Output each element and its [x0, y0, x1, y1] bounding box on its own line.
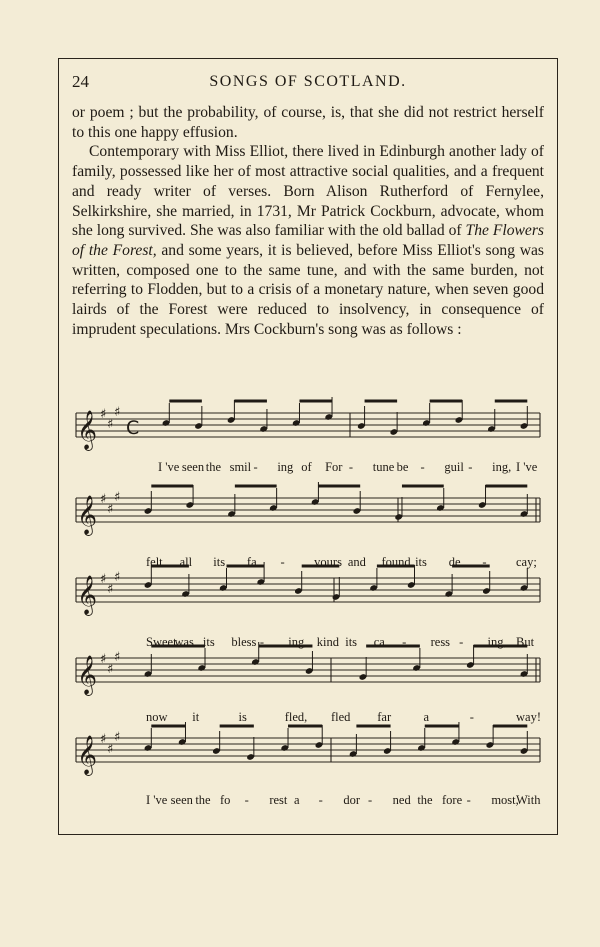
sharp-sign: ♯ [114, 490, 121, 505]
lyric-syllable: - [468, 460, 473, 474]
sharp-sign: ♯ [107, 582, 114, 597]
lyric-syllable: the [205, 460, 222, 474]
lyric-syllable: its [213, 555, 226, 569]
system-5 [76, 722, 541, 807]
lyric-syllable: way! [516, 710, 541, 724]
lyric-syllable: For [325, 460, 343, 474]
lyric-syllable: its [345, 635, 358, 649]
lyric-syllable: - [280, 555, 285, 569]
lyric-syllable: is [238, 710, 247, 724]
lyric-syllable: be [396, 460, 409, 474]
lyric-syllable: - [459, 635, 464, 649]
lyric-syllable: a [294, 793, 300, 807]
treble-clef: 𝄞 [77, 575, 98, 615]
lyric-syllable: - [466, 793, 471, 807]
paragraph-2-text-b: and some years, it is believed, before Miss Elliot's song was written, composed one to the same tune, and with the same burden, not referring to Flodden, but to a crisis of a monetary nature, when seven good lairds of the Forest were reduced to insolvency, in consequence of imprudent speculations. Mrs Cockburn's song was as follows : [72, 241, 544, 338]
lyrics-line [146, 710, 541, 724]
lyric-syllable: seen [170, 793, 193, 807]
body-text [72, 103, 544, 339]
sharp-sign: ♯ [107, 742, 114, 757]
lyric-syllable: guil [444, 460, 464, 474]
lyric-syllable: and [347, 555, 366, 569]
lyric-syllable: all [179, 555, 193, 569]
treble-clef: 𝄞 [77, 735, 98, 775]
lyric-syllable: But [516, 635, 535, 649]
lyric-syllable: most, [491, 793, 519, 807]
lyric-syllable: ca [373, 635, 385, 649]
lyric-syllable: fled, [284, 710, 308, 724]
lyric-syllable: - [318, 793, 323, 807]
lyrics-line [146, 793, 541, 807]
paragraph-2-text-a: Contemporary with Miss Elliot, there lived in Edinburgh another lady of family, possessed like her of most attractive social qualities, and a frequent and ready writer of verses. Born Alison Rutherford of Fernylee, Selkirkshire, she married, in 1731, Mr Patrick Cockburn, advocate, whom she long survived. She was also familiar with the old ballad of [72, 143, 544, 240]
lyric-syllable: far [377, 710, 392, 724]
lyric-syllable: - [259, 635, 265, 649]
lyric-syllable: the [417, 793, 433, 807]
lyric-syllable: was [174, 635, 194, 649]
lyric-syllable: - [482, 555, 487, 569]
music-score [66, 388, 550, 828]
lyric-syllable: cay; [516, 555, 537, 569]
lyric-syllable: bless [231, 635, 257, 649]
lyric-syllable: found [381, 555, 411, 569]
system-4 [76, 642, 541, 724]
sharp-sign: ♯ [114, 405, 121, 420]
lyric-syllable: - [348, 460, 354, 474]
lyric-syllable: ing, [492, 460, 512, 474]
lyric-syllable: I 've [158, 460, 180, 474]
page-number: 24 [72, 72, 89, 91]
lyric-syllable: de [448, 555, 461, 569]
lyric-syllable: dor [343, 793, 361, 807]
lyric-syllable: fa [246, 555, 257, 569]
staff [76, 413, 540, 437]
lyric-syllable: a [423, 710, 430, 724]
lyric-syllable: I 've [146, 793, 168, 807]
lyric-syllable: I 've [516, 460, 538, 474]
sharp-sign: ♯ [114, 730, 121, 745]
lyric-syllable: felt [146, 555, 163, 569]
system-1 [76, 397, 540, 474]
paragraph-2 [72, 142, 544, 339]
lyric-syllable: - [469, 710, 474, 724]
lyric-syllable: seen [181, 460, 205, 474]
lyric-syllable: ing [277, 460, 294, 474]
lyric-syllable: - [402, 635, 407, 649]
running-head [70, 72, 546, 94]
ballad-title: The Flowers of the Forest, [72, 222, 544, 259]
lyric-syllable: kind [316, 635, 340, 649]
lyric-syllable: fled [331, 710, 351, 724]
lyric-syllable: - [368, 793, 373, 807]
lyric-syllable: ing, [487, 635, 507, 649]
lyric-syllable: fore [442, 793, 463, 807]
sharp-sign: ♯ [107, 502, 114, 517]
lyric-syllable: Sweet [146, 635, 177, 649]
sharp-sign: ♯ [107, 417, 114, 432]
lyric-syllable: ned [392, 793, 411, 807]
lyric-syllable: vours [314, 555, 342, 569]
staff [76, 578, 540, 602]
sharp-sign: ♯ [100, 652, 107, 667]
lyric-syllable: its [202, 635, 215, 649]
sharp-sign: ♯ [100, 572, 107, 587]
sharp-sign: ♯ [100, 407, 107, 422]
treble-clef: 𝄞 [77, 410, 98, 450]
sharp-sign: ♯ [114, 570, 121, 585]
lyric-syllable: With [516, 793, 541, 807]
lyric-syllable: - [420, 460, 425, 474]
system-3 [76, 562, 540, 649]
system-2 [76, 482, 540, 569]
lyric-syllable: now [146, 710, 168, 724]
lyric-syllable: it [192, 710, 200, 724]
lyric-syllable: of [301, 460, 312, 474]
sharp-sign: ♯ [100, 732, 107, 747]
treble-clef: 𝄞 [77, 655, 98, 695]
paragraph-1: or poem ; but the probability, of course, is, that she did not restrict herself to this one happy effusion. [72, 104, 544, 141]
treble-clef: 𝄞 [77, 495, 98, 535]
lyric-syllable: - [244, 793, 249, 807]
lyric-syllable: tune [372, 460, 395, 474]
lyric-syllable: ress [430, 635, 451, 649]
sharp-sign: ♯ [107, 662, 114, 677]
sharp-sign: ♯ [114, 650, 121, 665]
lyric-syllable: fo [220, 793, 231, 807]
sharp-sign: ♯ [100, 492, 107, 507]
lyric-syllable: - [253, 460, 258, 474]
common-time-sign: C [126, 417, 140, 439]
page-title: SONGS OF SCOTLAND. [209, 73, 407, 90]
lyric-syllable: the [195, 793, 211, 807]
lyric-syllable: smil [229, 460, 252, 474]
lyric-syllable: rest [269, 793, 288, 807]
lyric-syllable: its [415, 555, 427, 569]
lyrics-line [158, 460, 538, 474]
lyric-syllable: ing, [288, 635, 308, 649]
